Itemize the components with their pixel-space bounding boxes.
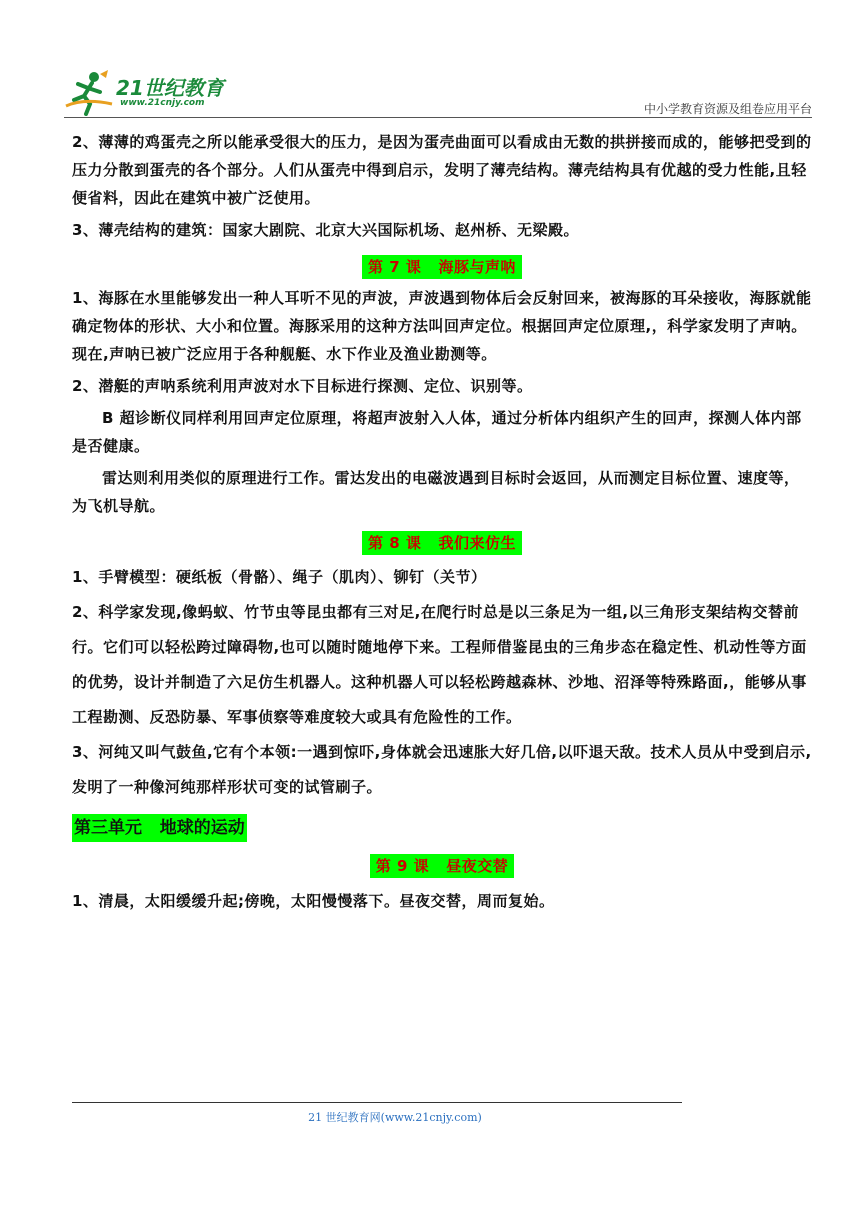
lesson-heading: [72, 851, 812, 881]
paragraph: 3、薄壳结构的建筑：国家大剧院、北京大兴国际机场、赵州桥、无梁殿。: [72, 221, 579, 239]
paragraph: 2、科学家发现,像蚂蚁、竹节虫等昆虫都有三对足,在爬行时总是以三条足为一组,以三角形支架结构交替前行。它们可以轻松跨过障碍物,也可以随时随地停下来。工程师借鉴昆虫的三角步态在稳定性、机动性等方面的优势，设计并制造了六足仿生机器人。这种机器人可以轻松跨越森林、沙地、沼泽等特殊路面,，能够从事工程勘测、反恐防暴、军事侦察等难度较大或具有危险性的工作。: [72, 603, 807, 726]
paragraph: 雷达则利用类似的原理进行工作。雷达发出的电磁波遇到目标时会返回，从而测定目标位置、速度等，为飞机导航。: [72, 469, 800, 515]
unit-heading: [72, 813, 812, 843]
header-platform-title: 中小学教育资源及组卷应用平台: [643, 102, 812, 116]
paragraph: 2、潜艇的声呐系统利用声波对水下目标进行探测、定位、识别等。: [72, 377, 533, 395]
paragraph: 1、海豚在水里能够发出一种人耳听不见的声波，声波遇到物体后会反射回来，被海豚的耳朵接收，海豚就能确定物体的形状、大小和位置。海豚采用的这种方法叫回声定位。根据回声定位原理,，科学家发明了声呐。现在,声呐已被广泛应用于各种舰艇、水下作业及渔业勘测等。: [72, 289, 812, 363]
paragraph: B 超诊断仪同样利用回声定位原理，将超声波射入人体，通过分析体内组织产生的回声，探测人体内部是否健康。: [72, 409, 802, 455]
lesson-8-title: 第 8 课 我们来仿生: [362, 531, 522, 555]
runner-icon: [64, 70, 116, 116]
document-body: [72, 128, 812, 915]
paragraph: 1、清晨，太阳缓缓升起;傍晚，太阳慢慢落下。昼夜交替，周而复始。: [72, 892, 555, 910]
logo-url: www.21cnjy.com: [120, 98, 205, 108]
lesson-heading: [72, 252, 812, 282]
footer-link[interactable]: 21 世纪教育网(www.21cnjy.com): [308, 1111, 482, 1124]
lesson-heading: [72, 528, 812, 558]
paragraph: 2、薄薄的鸡蛋壳之所以能承受很大的压力，是因为蛋壳曲面可以看成由无数的拱拼接而成的，能够把受到的压力分散到蛋壳的各个部分。人们从蛋壳中得到启示，发明了薄壳结构。薄壳结构具有优越的受力性能,且轻便省料，因此在建筑中被广泛使用。: [72, 133, 812, 207]
lesson-9-title: 第 9 课 昼夜交替: [370, 854, 515, 878]
header-divider: [64, 117, 812, 118]
footer-divider: [72, 1102, 682, 1103]
page-header: [64, 70, 812, 116]
paragraph: 1、手臂模型：硬纸板（骨骼）、绳子（肌肉）、铆钉（关节）: [72, 568, 487, 586]
paragraph: 3、河纯又叫气鼓鱼,它有个本领:一遇到惊吓,身体就会迅速胀大好几倍,以吓退天敌。技术人员从中受到启示,发明了一种像河纯那样形状可变的试管刷子。: [72, 743, 812, 796]
lesson-7-title: 第 7 课 海豚与声呐: [362, 255, 522, 279]
logo-text: 21世纪教育: [116, 76, 224, 100]
unit-3-title: 第三单元 地球的运动: [72, 814, 247, 842]
site-logo[interactable]: [64, 70, 234, 116]
